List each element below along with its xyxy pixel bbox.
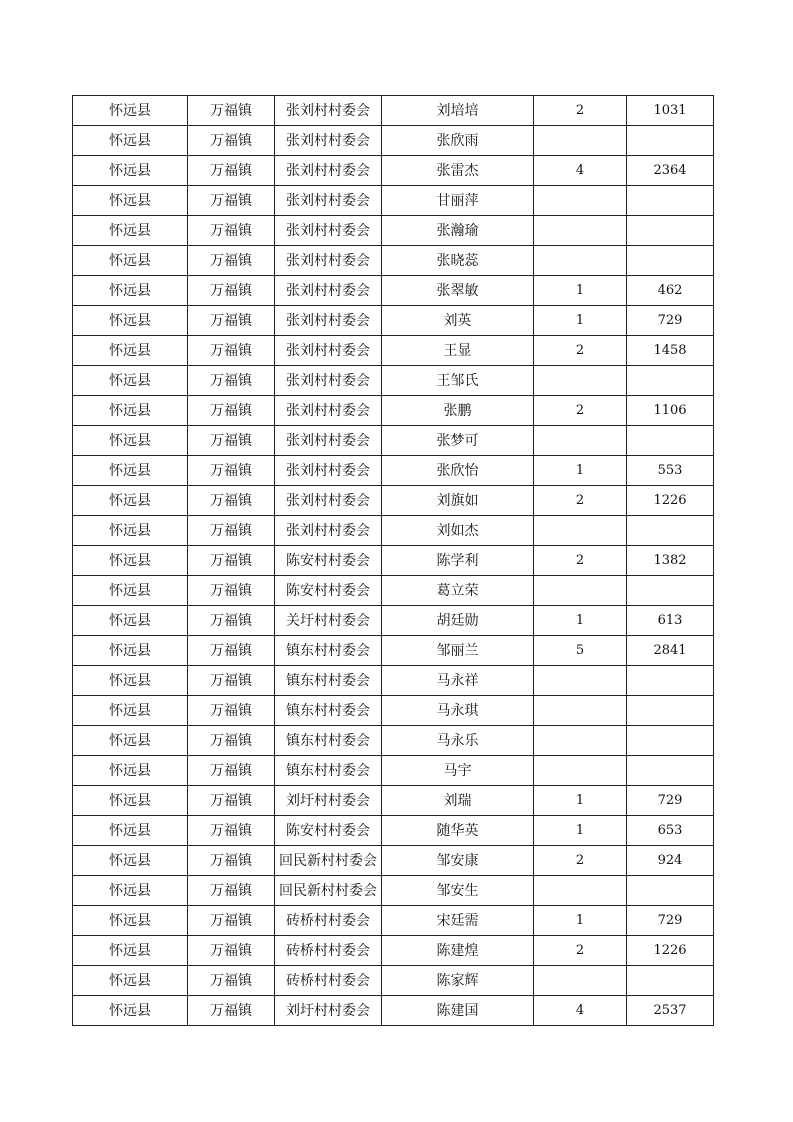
village-committee-cell: 陈安村村委会 (275, 816, 382, 846)
name-cell: 刘旗如 (382, 486, 534, 516)
household-count-cell: 2 (534, 96, 627, 126)
village-committee-cell: 张刘村村委会 (275, 486, 382, 516)
name-cell: 陈建煌 (382, 936, 534, 966)
village-committee-cell: 张刘村村委会 (275, 126, 382, 156)
village-committee-cell: 关圩村村委会 (275, 606, 382, 636)
town-cell: 万福镇 (188, 876, 275, 906)
name-cell: 邹丽兰 (382, 636, 534, 666)
county-cell: 怀远县 (73, 396, 188, 426)
amount-cell: 1382 (627, 546, 714, 576)
village-committee-cell: 刘圩村村委会 (275, 786, 382, 816)
name-cell: 陈家辉 (382, 966, 534, 996)
name-cell: 刘如杰 (382, 516, 534, 546)
table-row (73, 306, 714, 336)
name-cell: 张瀚瑜 (382, 216, 534, 246)
table-row (73, 906, 714, 936)
town-cell: 万福镇 (188, 456, 275, 486)
table-row (73, 126, 714, 156)
town-cell: 万福镇 (188, 816, 275, 846)
amount-cell: 924 (627, 846, 714, 876)
amount-cell (627, 126, 714, 156)
county-cell: 怀远县 (73, 186, 188, 216)
household-count-cell: 1 (534, 306, 627, 336)
household-count-cell: 1 (534, 816, 627, 846)
name-cell: 陈学利 (382, 546, 534, 576)
amount-cell: 1458 (627, 336, 714, 366)
county-cell: 怀远县 (73, 336, 188, 366)
name-cell: 宋廷需 (382, 906, 534, 936)
name-cell: 张欣雨 (382, 126, 534, 156)
village-committee-cell: 刘圩村村委会 (275, 996, 382, 1026)
table-row (73, 276, 714, 306)
amount-cell (627, 576, 714, 606)
table-row (73, 606, 714, 636)
name-cell: 张欣怡 (382, 456, 534, 486)
household-count-cell (534, 726, 627, 756)
town-cell: 万福镇 (188, 906, 275, 936)
table-row (73, 756, 714, 786)
town-cell: 万福镇 (188, 396, 275, 426)
household-count-cell: 4 (534, 156, 627, 186)
town-cell: 万福镇 (188, 486, 275, 516)
table-row (73, 426, 714, 456)
household-count-cell (534, 426, 627, 456)
amount-cell (627, 726, 714, 756)
table-row (73, 396, 714, 426)
name-cell: 马宇 (382, 756, 534, 786)
county-cell: 怀远县 (73, 516, 188, 546)
county-cell: 怀远县 (73, 636, 188, 666)
village-committee-cell: 回民新村村委会 (275, 846, 382, 876)
county-cell: 怀远县 (73, 996, 188, 1026)
village-committee-cell: 镇东村村委会 (275, 696, 382, 726)
village-committee-cell: 张刘村村委会 (275, 96, 382, 126)
county-cell: 怀远县 (73, 486, 188, 516)
household-count-cell (534, 756, 627, 786)
household-count-cell (534, 186, 627, 216)
table-row (73, 576, 714, 606)
amount-cell: 729 (627, 306, 714, 336)
county-cell: 怀远县 (73, 306, 188, 336)
household-count-cell: 5 (534, 636, 627, 666)
household-count-cell: 2 (534, 336, 627, 366)
county-cell: 怀远县 (73, 546, 188, 576)
village-committee-cell: 张刘村村委会 (275, 516, 382, 546)
town-cell: 万福镇 (188, 216, 275, 246)
table-row (73, 966, 714, 996)
table-row (73, 96, 714, 126)
amount-cell (627, 516, 714, 546)
amount-cell: 2841 (627, 636, 714, 666)
household-count-cell (534, 366, 627, 396)
household-count-cell: 1 (534, 786, 627, 816)
town-cell: 万福镇 (188, 786, 275, 816)
town-cell: 万福镇 (188, 276, 275, 306)
name-cell: 随华英 (382, 816, 534, 846)
town-cell: 万福镇 (188, 156, 275, 186)
amount-cell (627, 216, 714, 246)
town-cell: 万福镇 (188, 666, 275, 696)
county-cell: 怀远县 (73, 246, 188, 276)
county-cell: 怀远县 (73, 966, 188, 996)
county-cell: 怀远县 (73, 816, 188, 846)
village-committee-cell: 砖桥村村委会 (275, 906, 382, 936)
amount-cell: 1106 (627, 396, 714, 426)
table-row (73, 936, 714, 966)
county-cell: 怀远县 (73, 726, 188, 756)
name-cell: 刘瑞 (382, 786, 534, 816)
village-committee-cell: 陈安村村委会 (275, 576, 382, 606)
roster-table-body (73, 96, 714, 1026)
household-count-cell (534, 216, 627, 246)
village-committee-cell: 张刘村村委会 (275, 246, 382, 276)
name-cell: 胡廷勋 (382, 606, 534, 636)
table-row (73, 186, 714, 216)
county-cell: 怀远县 (73, 576, 188, 606)
name-cell: 张梦可 (382, 426, 534, 456)
village-committee-cell: 镇东村村委会 (275, 666, 382, 696)
household-count-cell: 2 (534, 846, 627, 876)
table-row (73, 996, 714, 1026)
village-committee-cell: 张刘村村委会 (275, 336, 382, 366)
household-count-cell: 2 (534, 486, 627, 516)
amount-cell: 613 (627, 606, 714, 636)
town-cell: 万福镇 (188, 636, 275, 666)
name-cell: 王显 (382, 336, 534, 366)
household-count-cell: 1 (534, 456, 627, 486)
household-count-cell: 2 (534, 546, 627, 576)
amount-cell (627, 876, 714, 906)
town-cell: 万福镇 (188, 846, 275, 876)
table-row (73, 726, 714, 756)
amount-cell: 1226 (627, 486, 714, 516)
county-cell: 怀远县 (73, 666, 188, 696)
table-row (73, 246, 714, 276)
household-count-cell: 1 (534, 276, 627, 306)
household-count-cell (534, 666, 627, 696)
name-cell: 马永琪 (382, 696, 534, 726)
county-cell: 怀远县 (73, 456, 188, 486)
town-cell: 万福镇 (188, 306, 275, 336)
amount-cell (627, 186, 714, 216)
household-count-cell (534, 966, 627, 996)
town-cell: 万福镇 (188, 996, 275, 1026)
table-row (73, 786, 714, 816)
village-committee-cell: 张刘村村委会 (275, 366, 382, 396)
county-cell: 怀远县 (73, 96, 188, 126)
name-cell: 张晓蕊 (382, 246, 534, 276)
village-committee-cell: 镇东村村委会 (275, 756, 382, 786)
table-row (73, 216, 714, 246)
town-cell: 万福镇 (188, 756, 275, 786)
village-committee-cell: 砖桥村村委会 (275, 936, 382, 966)
amount-cell (627, 246, 714, 276)
table-row (73, 816, 714, 846)
table-row (73, 846, 714, 876)
name-cell: 刘英 (382, 306, 534, 336)
name-cell: 张鹏 (382, 396, 534, 426)
village-committee-cell: 张刘村村委会 (275, 186, 382, 216)
village-committee-cell: 张刘村村委会 (275, 396, 382, 426)
county-cell: 怀远县 (73, 276, 188, 306)
amount-cell (627, 366, 714, 396)
name-cell: 马永祥 (382, 666, 534, 696)
table-row (73, 696, 714, 726)
village-committee-cell: 砖桥村村委会 (275, 966, 382, 996)
name-cell: 张雷杰 (382, 156, 534, 186)
town-cell: 万福镇 (188, 186, 275, 216)
amount-cell: 462 (627, 276, 714, 306)
table-row (73, 876, 714, 906)
town-cell: 万福镇 (188, 606, 275, 636)
table-row (73, 516, 714, 546)
name-cell: 葛立荣 (382, 576, 534, 606)
amount-cell (627, 756, 714, 786)
amount-cell (627, 666, 714, 696)
table-row (73, 156, 714, 186)
name-cell: 邹安康 (382, 846, 534, 876)
county-cell: 怀远县 (73, 156, 188, 186)
household-count-cell: 2 (534, 396, 627, 426)
table-row (73, 666, 714, 696)
name-cell: 刘培培 (382, 96, 534, 126)
table-row (73, 546, 714, 576)
table-row (73, 336, 714, 366)
household-count-cell: 1 (534, 606, 627, 636)
village-committee-cell: 回民新村村委会 (275, 876, 382, 906)
name-cell: 张翠敏 (382, 276, 534, 306)
name-cell: 马永乐 (382, 726, 534, 756)
county-cell: 怀远县 (73, 216, 188, 246)
village-committee-cell: 张刘村村委会 (275, 456, 382, 486)
household-count-cell (534, 246, 627, 276)
amount-cell: 553 (627, 456, 714, 486)
town-cell: 万福镇 (188, 126, 275, 156)
name-cell: 王邹氏 (382, 366, 534, 396)
town-cell: 万福镇 (188, 576, 275, 606)
household-count-cell: 4 (534, 996, 627, 1026)
village-committee-cell: 张刘村村委会 (275, 216, 382, 246)
name-cell: 陈建国 (382, 996, 534, 1026)
county-cell: 怀远县 (73, 876, 188, 906)
amount-cell (627, 966, 714, 996)
village-committee-cell: 陈安村村委会 (275, 546, 382, 576)
amount-cell: 1226 (627, 936, 714, 966)
amount-cell: 729 (627, 786, 714, 816)
town-cell: 万福镇 (188, 936, 275, 966)
village-committee-cell: 张刘村村委会 (275, 306, 382, 336)
town-cell: 万福镇 (188, 966, 275, 996)
amount-cell: 1031 (627, 96, 714, 126)
town-cell: 万福镇 (188, 426, 275, 456)
village-committee-cell: 张刘村村委会 (275, 426, 382, 456)
amount-cell (627, 426, 714, 456)
county-cell: 怀远县 (73, 756, 188, 786)
county-cell: 怀远县 (73, 696, 188, 726)
roster-table (72, 95, 714, 1026)
town-cell: 万福镇 (188, 516, 275, 546)
name-cell: 邹安生 (382, 876, 534, 906)
village-committee-cell: 镇东村村委会 (275, 636, 382, 666)
county-cell: 怀远县 (73, 606, 188, 636)
town-cell: 万福镇 (188, 546, 275, 576)
amount-cell: 653 (627, 816, 714, 846)
county-cell: 怀远县 (73, 906, 188, 936)
table-row (73, 456, 714, 486)
table-row (73, 486, 714, 516)
county-cell: 怀远县 (73, 426, 188, 456)
amount-cell: 729 (627, 906, 714, 936)
name-cell: 甘丽萍 (382, 186, 534, 216)
town-cell: 万福镇 (188, 366, 275, 396)
household-count-cell (534, 576, 627, 606)
county-cell: 怀远县 (73, 126, 188, 156)
county-cell: 怀远县 (73, 936, 188, 966)
town-cell: 万福镇 (188, 696, 275, 726)
village-committee-cell: 张刘村村委会 (275, 276, 382, 306)
household-count-cell: 1 (534, 906, 627, 936)
amount-cell (627, 696, 714, 726)
county-cell: 怀远县 (73, 366, 188, 396)
village-committee-cell: 镇东村村委会 (275, 726, 382, 756)
household-count-cell: 2 (534, 936, 627, 966)
household-count-cell (534, 696, 627, 726)
household-count-cell (534, 126, 627, 156)
town-cell: 万福镇 (188, 726, 275, 756)
table-row (73, 636, 714, 666)
county-cell: 怀远县 (73, 846, 188, 876)
town-cell: 万福镇 (188, 246, 275, 276)
county-cell: 怀远县 (73, 786, 188, 816)
town-cell: 万福镇 (188, 96, 275, 126)
village-committee-cell: 张刘村村委会 (275, 156, 382, 186)
table-row (73, 366, 714, 396)
household-count-cell (534, 876, 627, 906)
household-count-cell (534, 516, 627, 546)
town-cell: 万福镇 (188, 336, 275, 366)
amount-cell: 2364 (627, 156, 714, 186)
amount-cell: 2537 (627, 996, 714, 1026)
